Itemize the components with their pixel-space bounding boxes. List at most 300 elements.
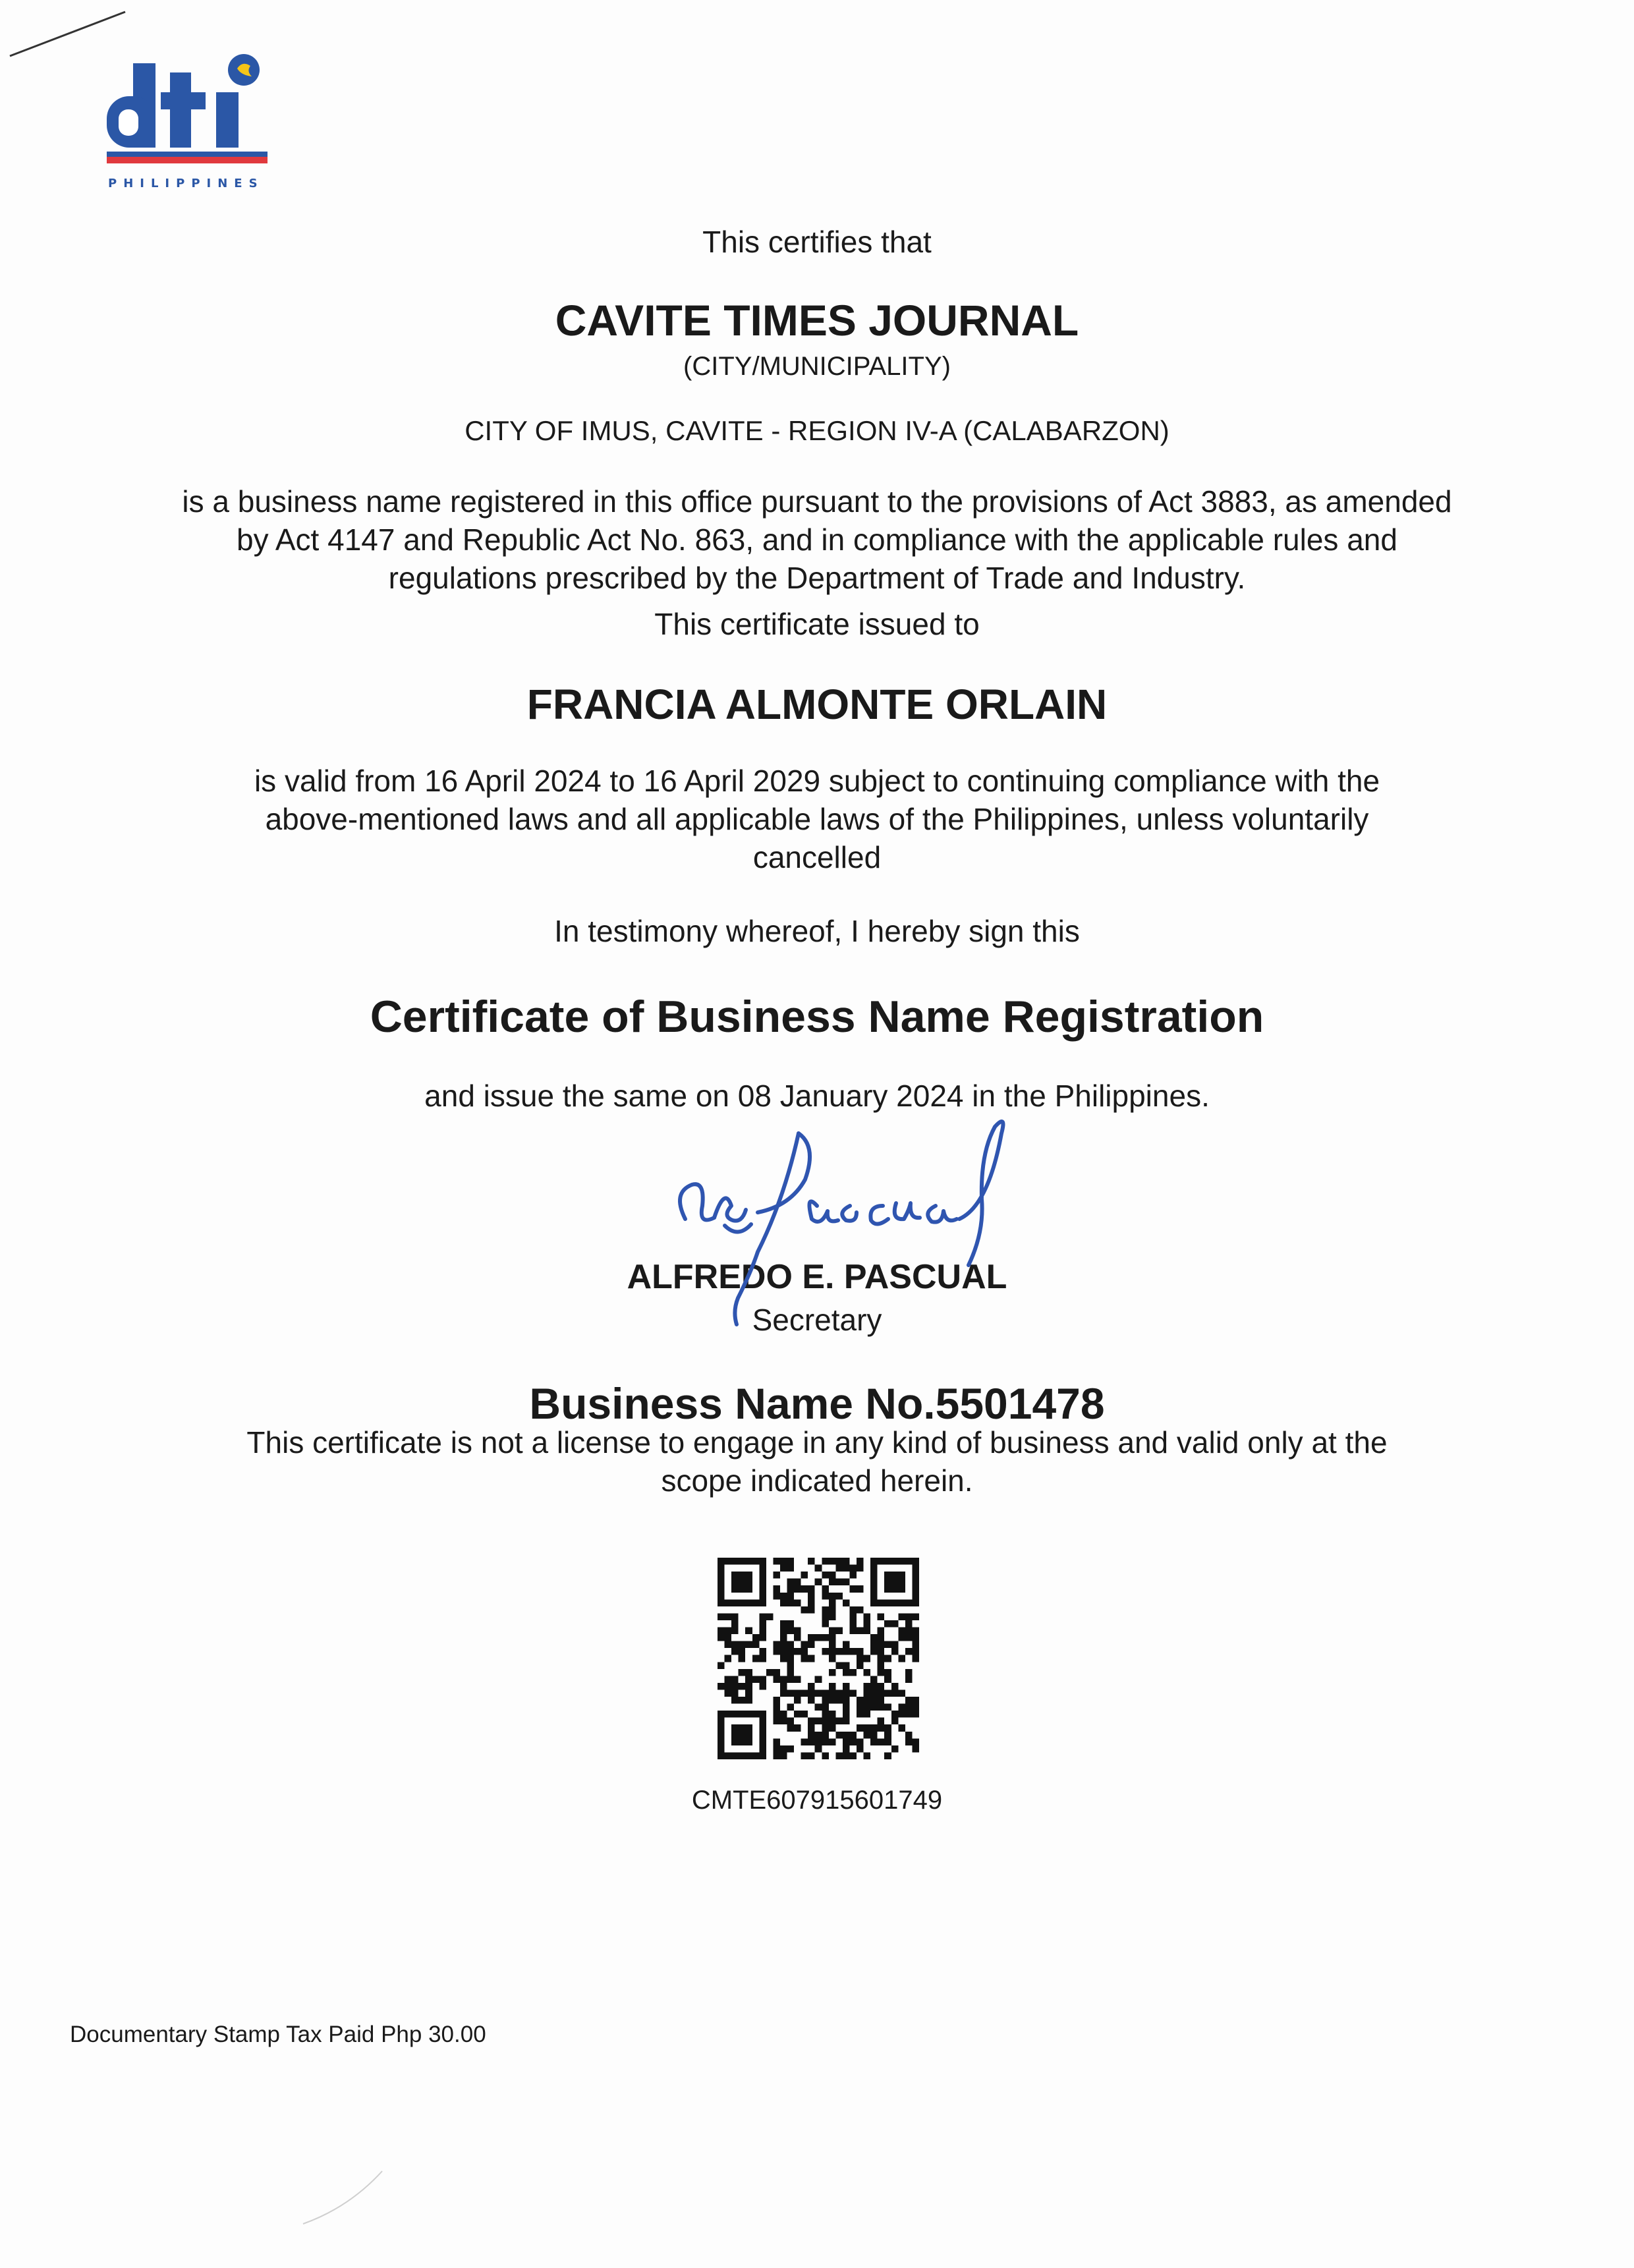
qr-module (912, 1641, 919, 1649)
qr-module (884, 1724, 891, 1732)
qr-module (731, 1579, 739, 1586)
qr-module (870, 1724, 878, 1732)
qr-module (849, 1648, 857, 1655)
qr-module (822, 1620, 829, 1628)
qr-module (891, 1745, 899, 1753)
business-name: CAVITE TIMES JOURNAL (555, 296, 1079, 345)
qr-module (745, 1669, 752, 1676)
qr-module (898, 1634, 905, 1641)
qr-module (905, 1599, 913, 1606)
qr-module (878, 1697, 885, 1704)
qr-module (864, 1620, 871, 1628)
qr-module (898, 1704, 905, 1711)
qr-module (905, 1676, 913, 1683)
qr-module (794, 1648, 801, 1655)
qr-module (731, 1628, 739, 1635)
qr-module (898, 1655, 905, 1662)
qr-module (745, 1628, 752, 1635)
qr-module (725, 1683, 732, 1690)
qr-module (718, 1732, 725, 1739)
qr-module (739, 1732, 746, 1739)
qr-module (745, 1711, 752, 1718)
qr-module (731, 1724, 739, 1732)
qr-module (808, 1718, 815, 1725)
qr-module (815, 1565, 822, 1572)
qr-module (870, 1676, 878, 1683)
qr-module (752, 1641, 760, 1649)
qr-module (829, 1711, 836, 1718)
qr-module (718, 1683, 725, 1690)
qr-module (773, 1711, 780, 1718)
qr-module (745, 1579, 752, 1586)
qr-module (870, 1683, 878, 1690)
qr-module (829, 1648, 836, 1655)
qr-module (822, 1732, 829, 1739)
qr-module (905, 1634, 913, 1641)
qr-module (808, 1599, 815, 1606)
qr-module (843, 1704, 850, 1711)
qr-module (898, 1689, 905, 1697)
qr-module (773, 1676, 780, 1683)
qr-module (864, 1732, 871, 1739)
qr-module (759, 1655, 766, 1662)
qr-module (787, 1620, 795, 1628)
qr-module (759, 1718, 766, 1725)
qr-module (766, 1669, 774, 1676)
qr-module (752, 1711, 760, 1718)
qr-module (794, 1711, 801, 1718)
qr-module (864, 1669, 871, 1676)
qr-module (898, 1724, 905, 1732)
qr-module (864, 1704, 871, 1711)
qr-module (849, 1585, 857, 1593)
qr-module (752, 1752, 760, 1759)
qr-module (891, 1711, 899, 1718)
qr-module (745, 1738, 752, 1745)
qr-module (822, 1648, 829, 1655)
qr-module (739, 1585, 746, 1593)
qr-module (912, 1565, 919, 1572)
qr-module (787, 1599, 795, 1606)
qr-module (787, 1579, 795, 1586)
qr-module (857, 1704, 864, 1711)
qr-module (849, 1613, 857, 1620)
qr-module (829, 1697, 836, 1704)
qr-module (870, 1738, 878, 1745)
qr-module (905, 1613, 913, 1620)
qr-module (912, 1613, 919, 1620)
qr-module (878, 1641, 885, 1649)
qr-module (912, 1572, 919, 1579)
qr-module (731, 1697, 739, 1704)
qr-module (835, 1689, 843, 1697)
signatory-title: Secretary (752, 1303, 882, 1337)
qr-module (829, 1613, 836, 1620)
qr-module (898, 1613, 905, 1620)
qr-module (905, 1704, 913, 1711)
qr-module (718, 1613, 725, 1620)
qr-module (739, 1648, 746, 1655)
qr-module (822, 1724, 829, 1732)
qr-module (815, 1738, 822, 1745)
qr-module (718, 1745, 725, 1753)
qr-module (835, 1752, 843, 1759)
qr-module (780, 1648, 787, 1655)
qr-module (780, 1745, 787, 1753)
qr-module (731, 1620, 739, 1628)
qr-module (822, 1718, 829, 1725)
qr-module (912, 1634, 919, 1641)
qr-module (808, 1683, 815, 1690)
qr-module (912, 1655, 919, 1662)
qr-module (780, 1676, 787, 1683)
qr-module (731, 1558, 739, 1565)
pen-mark-bottom (296, 2168, 389, 2227)
qr-module (843, 1732, 850, 1739)
qr-module (884, 1655, 891, 1662)
qr-module (870, 1648, 878, 1655)
qr-module (864, 1683, 871, 1690)
disclaimer-line: This certificate is not a license to engage in any kind of business and valid only at the (246, 1425, 1388, 1460)
qr-module (780, 1718, 787, 1725)
qr-module (898, 1628, 905, 1635)
qr-module (870, 1634, 878, 1641)
qr-module (870, 1585, 878, 1593)
qr-module (759, 1628, 766, 1635)
qr-module (759, 1732, 766, 1739)
qr-module (835, 1593, 843, 1600)
qr-module (815, 1704, 822, 1711)
qr-module (808, 1689, 815, 1697)
qr-module (912, 1697, 919, 1704)
qr-module (808, 1585, 815, 1593)
qr-module (905, 1628, 913, 1635)
qr-module (759, 1738, 766, 1745)
scope-label: (CITY/MUNICIPALITY) (683, 352, 951, 381)
qr-module (864, 1752, 871, 1759)
qr-module (822, 1572, 829, 1579)
qr-module (725, 1641, 732, 1649)
qr-module (780, 1599, 787, 1606)
qr-module (857, 1565, 864, 1572)
qr-module (725, 1613, 732, 1620)
qr-module (878, 1558, 885, 1565)
qr-module (766, 1613, 774, 1620)
qr-module (829, 1558, 836, 1565)
qr-module (843, 1683, 850, 1690)
qr-module (794, 1628, 801, 1635)
qr-module (843, 1738, 850, 1745)
qr-module (773, 1593, 780, 1600)
qr-module (739, 1669, 746, 1676)
qr-module (739, 1579, 746, 1586)
qr-module (731, 1641, 739, 1649)
qr-module (731, 1732, 739, 1739)
qr-module (849, 1732, 857, 1739)
qr-module (822, 1738, 829, 1745)
qr-module (912, 1711, 919, 1718)
qr-module (891, 1558, 899, 1565)
qr-module (898, 1711, 905, 1718)
validity-paragraph-line: is valid from 16 April 2024 to 16 April 2029 subject to continuing compliance with the (254, 764, 1380, 798)
qr-module (787, 1648, 795, 1655)
qr-module (870, 1565, 878, 1572)
qr-module (864, 1655, 871, 1662)
qr-module (745, 1724, 752, 1732)
signatory-name: ALFREDO E. PASCUAL (627, 1258, 1007, 1296)
qr-module (891, 1579, 899, 1586)
disclaimer (119, 1423, 1515, 1500)
qr-module (912, 1704, 919, 1711)
qr-module (891, 1689, 899, 1697)
qr-module (808, 1655, 815, 1662)
qr-module (829, 1718, 836, 1725)
qr-module (780, 1711, 787, 1718)
qr-module (822, 1613, 829, 1620)
intro-text: This certifies that (702, 225, 932, 259)
qr-module (835, 1732, 843, 1739)
qr-module (718, 1724, 725, 1732)
qr-module (898, 1558, 905, 1565)
qr-module (864, 1613, 871, 1620)
qr-module (725, 1634, 732, 1641)
validity-paragraph-line: above-mentioned laws and all applicable laws of the Philippines, unless voluntarily (265, 802, 1369, 836)
qr-module (829, 1572, 836, 1579)
qr-module (829, 1579, 836, 1586)
qr-module (905, 1738, 913, 1745)
qr-module (891, 1641, 899, 1649)
qr-module (843, 1662, 850, 1669)
certificate-title: Certificate of Business Name Registration (370, 992, 1264, 1042)
qr-module (843, 1565, 850, 1572)
qr-module (739, 1752, 746, 1759)
qr-module (884, 1676, 891, 1683)
qr-module (739, 1738, 746, 1745)
qr-module (759, 1620, 766, 1628)
qr-module (884, 1738, 891, 1745)
qr-module (808, 1634, 815, 1641)
legal-paragraph (119, 482, 1515, 597)
qr-module (815, 1718, 822, 1725)
qr-module (759, 1572, 766, 1579)
qr-module (718, 1628, 725, 1635)
qr-module (870, 1697, 878, 1704)
qr-module (808, 1738, 815, 1745)
qr-module (759, 1683, 766, 1690)
qr-module (752, 1634, 760, 1641)
qr-module (739, 1599, 746, 1606)
qr-module (759, 1711, 766, 1718)
business-name-number: Business Name No.5501478 (529, 1379, 1105, 1428)
qr-module (884, 1572, 891, 1579)
qr-module (829, 1738, 836, 1745)
stamp-tax: Documentary Stamp Tax Paid Php 30.00 (70, 2022, 486, 2047)
qr-module (745, 1697, 752, 1704)
qr-module (725, 1599, 732, 1606)
qr-module (808, 1641, 815, 1649)
qr-module (745, 1732, 752, 1739)
qr-module (752, 1655, 760, 1662)
qr-module (745, 1599, 752, 1606)
qr-module (849, 1669, 857, 1676)
qr-module (815, 1634, 822, 1641)
qr-module (843, 1752, 850, 1759)
qr-module (905, 1732, 913, 1739)
qr-module (780, 1655, 787, 1662)
qr-module (759, 1585, 766, 1593)
qr-module (801, 1648, 808, 1655)
qr-module (835, 1558, 843, 1565)
qr-module (787, 1585, 795, 1593)
qr-module (725, 1711, 732, 1718)
qr-module (857, 1558, 864, 1565)
qr-module (835, 1662, 843, 1669)
qr-module (843, 1697, 850, 1704)
qr-module (843, 1641, 850, 1649)
qr-module (808, 1697, 815, 1704)
qr-module (829, 1641, 836, 1649)
qr-module (857, 1585, 864, 1593)
qr-module (815, 1732, 822, 1739)
qr-module (835, 1565, 843, 1572)
qr-module (857, 1711, 864, 1718)
qr-module (787, 1662, 795, 1669)
qr-module (857, 1655, 864, 1662)
legal-paragraph-line: is a business name registered in this office pursuant to the provisions of Act 3883, as amended (182, 484, 1452, 519)
qr-module (794, 1579, 801, 1586)
qr-module (829, 1593, 836, 1600)
qr-module (780, 1628, 787, 1635)
issue-statement: and issue the same on 08 January 2024 in the Philippines. (424, 1079, 1210, 1113)
qr-module (898, 1585, 905, 1593)
qr-module (849, 1620, 857, 1628)
qr-module (773, 1718, 780, 1725)
qr-module (725, 1752, 732, 1759)
qr-module (822, 1606, 829, 1614)
qr-module (870, 1704, 878, 1711)
qr-module (787, 1718, 795, 1725)
qr-module (815, 1745, 822, 1753)
qr-module (891, 1599, 899, 1606)
qr-module (870, 1641, 878, 1649)
qr-module (864, 1724, 871, 1732)
qr-module (912, 1738, 919, 1745)
qr-module (731, 1599, 739, 1606)
qr-module (731, 1711, 739, 1718)
qr-module (912, 1579, 919, 1586)
qr-module (787, 1565, 795, 1572)
qr-module (870, 1572, 878, 1579)
qr-module (725, 1628, 732, 1635)
qr-module (794, 1599, 801, 1606)
qr-module (849, 1689, 857, 1697)
qr-module (884, 1599, 891, 1606)
qr-module (905, 1558, 913, 1565)
qr-module (843, 1745, 850, 1753)
qr-module (731, 1585, 739, 1593)
legal-paragraph-line: by Act 4147 and Republic Act No. 863, and in compliance with the applicable rules and (237, 523, 1397, 557)
qr-module (759, 1565, 766, 1572)
qr-module (822, 1593, 829, 1600)
qr-module (718, 1634, 725, 1641)
qr-module (745, 1683, 752, 1690)
qr-module (835, 1718, 843, 1725)
qr-module (773, 1558, 780, 1565)
qr-module (794, 1585, 801, 1593)
qr-module (891, 1683, 899, 1690)
qr-module (725, 1558, 732, 1565)
qr-module (745, 1585, 752, 1593)
qr-module (787, 1669, 795, 1676)
qr-module (780, 1558, 787, 1565)
qr-module (891, 1648, 899, 1655)
qr-module (801, 1641, 808, 1649)
qr-module (794, 1724, 801, 1732)
qr-module (718, 1558, 725, 1565)
qr-module (773, 1752, 780, 1759)
qr-module (884, 1689, 891, 1697)
qr-module (878, 1704, 885, 1711)
qr-module (787, 1593, 795, 1600)
qr-module (843, 1579, 850, 1586)
qr-module (912, 1745, 919, 1753)
owner-name: FRANCIA ALMONTE ORLAIN (526, 681, 1108, 728)
qr-module (891, 1572, 899, 1579)
qr-module (822, 1634, 829, 1641)
qr-module (815, 1689, 822, 1697)
qr-module (773, 1585, 780, 1593)
qr-module (773, 1738, 780, 1745)
qr-module (857, 1606, 864, 1614)
qr-module (739, 1641, 746, 1649)
qr-module (773, 1648, 780, 1655)
dti-logo-mark (104, 46, 269, 184)
qr-module (787, 1676, 795, 1683)
qr-module (884, 1558, 891, 1565)
qr-module (759, 1593, 766, 1600)
qr-module (808, 1558, 815, 1565)
qr-module (808, 1724, 815, 1732)
qr-module (759, 1579, 766, 1586)
qr-module (731, 1689, 739, 1697)
qr-module (822, 1711, 829, 1718)
qr-module (718, 1579, 725, 1586)
qr-module (884, 1669, 891, 1676)
qr-module (759, 1634, 766, 1641)
qr-module (794, 1676, 801, 1683)
qr-module (718, 1752, 725, 1759)
qr-module (878, 1662, 885, 1669)
qr-module (780, 1593, 787, 1600)
qr-module (878, 1655, 885, 1662)
qr-module (829, 1634, 836, 1641)
qr-module (759, 1648, 766, 1655)
qr-module (718, 1718, 725, 1725)
qr-module (752, 1558, 760, 1565)
qr-module (801, 1572, 808, 1579)
qr-module (718, 1599, 725, 1606)
qr-module (905, 1697, 913, 1704)
qr-module (878, 1689, 885, 1697)
qr-module (808, 1593, 815, 1600)
qr-module (787, 1558, 795, 1565)
qr-module (725, 1689, 732, 1697)
validity-paragraph (119, 762, 1515, 876)
qr-module (891, 1718, 899, 1725)
qr-module (780, 1683, 787, 1690)
qr-module (843, 1648, 850, 1655)
qr-module (731, 1683, 739, 1690)
